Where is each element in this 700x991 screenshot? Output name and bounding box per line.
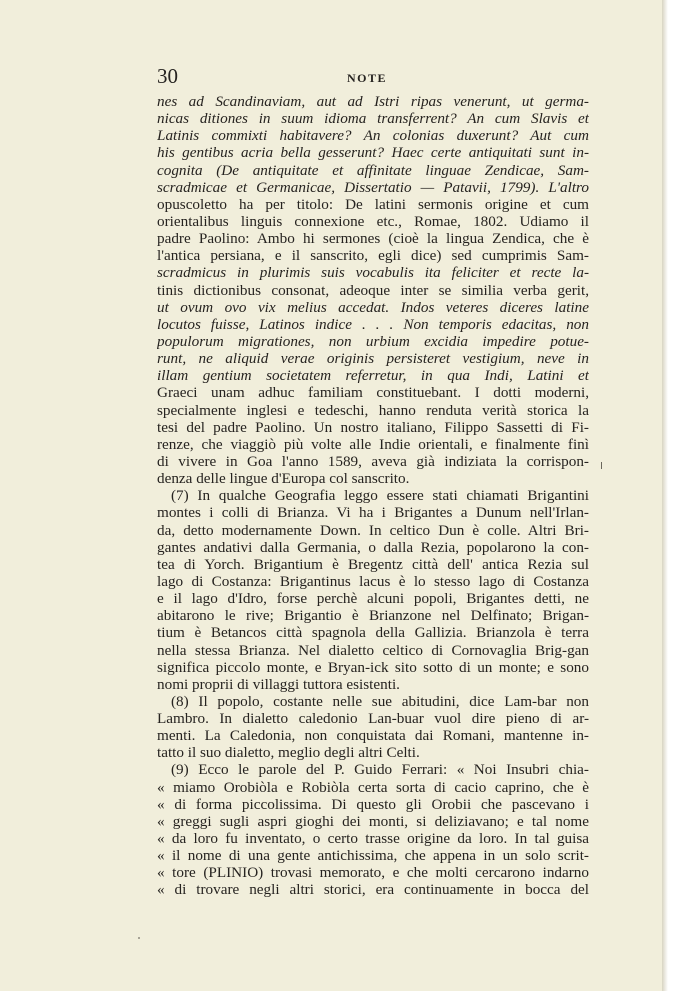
text-line: scradmicae et Germanicae, Dissertatio — Patavii, 1799). L'altro xyxy=(157,178,589,196)
text-line: ut ovum ovo vix melius accedat. Indos veteres diceres latine xyxy=(157,298,589,316)
note-7-line: (7) In qualche Geografia leggo essere stati chiamati Brigantini xyxy=(171,487,589,505)
text-line: runt, ne aliquid verae originis persisteret vestigium, neve in xyxy=(157,350,589,368)
text-line: cognita (De antiquitate et affinitate linguae Zendicae, Sam- xyxy=(157,161,589,179)
text-line: Lambro. In dialetto caledonio Lan-buar vuol dire pieno di ar- xyxy=(157,710,589,728)
page-edge-shadow xyxy=(662,0,668,991)
quote-line: « greggi sugli aspri gioghi dei monti, si deliziavano; e tal nome xyxy=(157,812,589,830)
text-line: padre Paolino: Ambo hi sermones (cioè la lingua Zendica, che è xyxy=(157,230,589,248)
text-line: opuscoletto ha per titolo: De latini sermonis origine et cum xyxy=(157,195,589,213)
text-line: gantes andativi dalla Germania, o dalla Rezia, popolarono la con- xyxy=(157,538,589,556)
text-line: montes i colli di Brianza. Vi ha i Brigantes a Dunum nell'Irlan- xyxy=(157,504,589,522)
text-line: populorum migrationes, non urbium excidia impedire potue- xyxy=(157,332,589,350)
quote-line: « da loro fu inventato, o certo trasse origine da loro. In tal guisa xyxy=(157,830,589,848)
quote-line: « di trovare negli altri storici, era continuamente in bocca del xyxy=(157,881,589,899)
margin-tick-mark xyxy=(601,462,602,469)
text-line: nes ad Scandinaviam, aut ad Istri ripas venerunt, ut germa- xyxy=(157,93,589,110)
text-line: di vivere in Goa l'anno 1589, aveva già indiziata la corrispon- xyxy=(157,452,589,470)
text-line: scradmicus in plurimis suis vocabulis ita feliciter et recte la- xyxy=(157,264,589,282)
text-line: tesi del padre Paolino. Un nostro italiano, Filippo Sassetti di Fi- xyxy=(157,418,589,436)
quote-line: « di forma piccolissima. Di questo gli Orobii che pascevano i xyxy=(157,795,589,813)
note-8-line: (8) Il popolo, costante nelle sue abitudini, dice Lam-bar non xyxy=(171,692,589,710)
text-line: l'antica persiana, e il sanscrito, egli dice) sed cumprimis Sam- xyxy=(157,247,589,265)
text-line: his gentibus acria bella gesserunt? Haec certe antiquitati sunt in- xyxy=(157,144,589,162)
text-line: tea di Yorch. Brigantium è Bregentz città dell' antica Rezia sul xyxy=(157,555,589,573)
running-head: NOTE xyxy=(347,71,388,85)
text-line: denza delle lingue d'Europa col sanscrito. xyxy=(157,470,410,488)
page-number: 30 xyxy=(157,64,178,88)
text-line: locutos fuisse, Latinos indice . . . Non temporis edacitas, non xyxy=(157,315,589,333)
text-line: Latinis commixti habitavere? An colonias duxerunt? Aut cum xyxy=(157,127,589,145)
text-line: abitarono le rive; Brigantio è Brianzone nel Delfinato; Brigan- xyxy=(157,607,589,625)
quote-line: « miamo Orobiòla e Robiòla certa sorta di cacio caprino, che è xyxy=(157,778,589,796)
text-line: nella stessa Brianza. Nel dialetto celtico di Cornovaglia Brig-gan xyxy=(157,641,589,659)
text-line: Graeci unam adhuc familiam constituebant. I dotti moderni, xyxy=(157,384,589,402)
quote-line: « tore (PLINIO) trovasi memorato, e che molti cercarono indarno xyxy=(157,864,589,882)
text-line: illam gentium societatem referretur, in qua Indi, Latini et xyxy=(157,367,589,385)
text-line: renze, che viaggiò più volte alle Indie orientali, e finalmente finì xyxy=(157,435,589,453)
text-line: significa piccolo monte, e Bryan-ick sito sotto di un monte; e sono xyxy=(157,658,589,676)
text-line: nicas ditiones in suum idioma transferrent? An cum Slavis et xyxy=(157,110,589,128)
margin-speck xyxy=(138,937,140,939)
text-line: menti. La Caledonia, non conquistata dai Romani, mantenne in- xyxy=(157,727,589,745)
text-line: specialmente inglesi e tedeschi, hanno renduta verità storica la xyxy=(157,401,589,419)
text-line: e il lago d'Idro, forse perchè alcuni popoli, Brigantes detti, ne xyxy=(157,590,589,608)
text-line: orientalibus linguis connexione etc., Romae, 1802. Udiamo il xyxy=(157,212,589,230)
text-line: tinis dictionibus consonat, adeoque inter se similia verba gerit, xyxy=(157,281,589,299)
note-9-line: (9) Ecco le parole del P. Guido Ferrari: « Noi Insubri chia- xyxy=(171,761,589,779)
text-line: da, detto modernamente Down. In celtico Dun è colle. Altri Bri- xyxy=(157,521,589,539)
text-line: nomi proprii di villaggi tuttora esistenti. xyxy=(157,675,400,693)
text-line: lago di Costanza: Brigantinus lacus è lo stesso lago di Costanza xyxy=(157,572,589,590)
text-line: tatto il suo dialetto, meglio degli altri Celti. xyxy=(157,744,420,762)
note-text xyxy=(157,93,589,899)
quote-line: « il nome di una gente antichissima, che appena in un solo scrit- xyxy=(157,847,589,865)
text-line: tium è Betancos città spagnola della Gallizia. Brianzola è terra xyxy=(157,624,589,642)
page-header xyxy=(157,64,589,90)
